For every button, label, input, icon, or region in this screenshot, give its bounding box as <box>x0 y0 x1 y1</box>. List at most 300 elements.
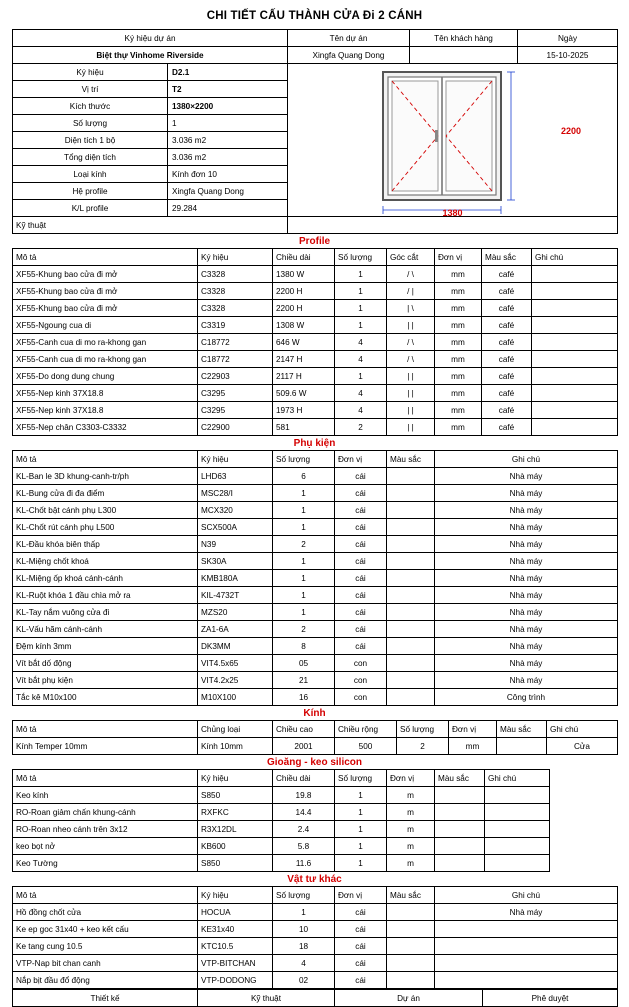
other-header-row <box>13 887 618 904</box>
cell-code: C3328 <box>198 300 273 317</box>
cell-qty: 1 <box>335 368 387 385</box>
spec-value-5: 3.036 m2 <box>168 149 288 166</box>
spec-value-7: Xingfa Quang Dong <box>168 183 288 200</box>
table-row <box>13 904 618 921</box>
cell-note: Nhà máy <box>435 468 618 485</box>
cell-note <box>485 787 550 804</box>
cell-desc: KL-Tay nắm vuông cửa đi <box>13 604 198 621</box>
glass-col-6: Màu sắc <box>497 721 547 738</box>
cell-type: Kính 10mm <box>198 738 273 755</box>
cell-note <box>532 385 618 402</box>
cell-length: 5.8 <box>273 838 335 855</box>
table-row <box>13 283 618 300</box>
cell-qty: 1 <box>335 266 387 283</box>
cell-qty: 1 <box>273 519 335 536</box>
header-col-3: Ngày <box>518 30 618 47</box>
cell-desc: Tắc kê M10x100 <box>13 689 198 706</box>
accessories-col-5: Ghi chú <box>435 451 618 468</box>
header-val-0: Biệt thự Vinhome Riverside <box>13 47 288 64</box>
cell-qty: 1 <box>273 904 335 921</box>
cell-qty: 02 <box>273 972 335 989</box>
section-title-profile: Profile <box>298 236 331 247</box>
cell-color <box>435 855 485 872</box>
cell-unit: cái <box>335 587 387 604</box>
cell-width: 500 <box>335 738 397 755</box>
table-row <box>13 655 618 672</box>
header-footer-row <box>13 217 618 234</box>
glass-col-4: Số lượng <box>397 721 449 738</box>
glass-col-5: Đơn vị <box>449 721 497 738</box>
cell-note <box>532 419 618 436</box>
cell-note: Nhà máy <box>435 519 618 536</box>
cell-qty: 8 <box>273 638 335 655</box>
cell-length: 11.6 <box>273 855 335 872</box>
spec-label-1: Vị trí <box>13 81 168 98</box>
cell-code: KTC10.5 <box>198 938 273 955</box>
cell-qty: 1 <box>335 317 387 334</box>
gasket-col-0: Mô tả <box>13 770 198 787</box>
cell-note: Nhà máy <box>435 904 618 921</box>
table-row <box>13 855 618 872</box>
cell-code: ZA1-6A <box>198 621 273 638</box>
cell-note <box>485 838 550 855</box>
cell-unit: cái <box>335 502 387 519</box>
table-row <box>13 485 618 502</box>
cell-qty: 1 <box>335 787 387 804</box>
section-title-accessories: Phụ kiện <box>293 438 336 449</box>
cell-code: C22903 <box>198 368 273 385</box>
cell-qty: 1 <box>273 485 335 502</box>
cell-unit: mm <box>449 738 497 755</box>
cell-color <box>435 838 485 855</box>
cell-length: 19.8 <box>273 787 335 804</box>
cell-unit: mm <box>435 385 482 402</box>
cell-length: 1973 H <box>273 402 335 419</box>
header-col-1: Tên dự án <box>288 30 410 47</box>
cell-desc: Keo kính <box>13 787 198 804</box>
cell-code: M10X100 <box>198 689 273 706</box>
table-row <box>13 787 618 804</box>
cell-desc: Vít bắt phụ kiện <box>13 672 198 689</box>
cell-note: Nhà máy <box>435 502 618 519</box>
cell-color: café <box>482 283 532 300</box>
header-col-2: Tên khách hàng <box>410 30 518 47</box>
cell-angle: / | <box>387 283 435 300</box>
cell-code: MZS20 <box>198 604 273 621</box>
accessories-col-0: Mô tả <box>13 451 198 468</box>
cell-length: 509.6 W <box>273 385 335 402</box>
cell-desc: XF55-Khung bao cửa đi mở <box>13 300 198 317</box>
gasket-col-2: Chiều dài <box>273 770 335 787</box>
cell-color <box>387 570 435 587</box>
signoff-row <box>13 990 618 1007</box>
cell-color <box>387 938 435 955</box>
cell-note: Nhà máy <box>435 604 618 621</box>
cell-unit: cái <box>335 468 387 485</box>
cell-desc: XF55-Ngoung cua di <box>13 317 198 334</box>
cell-color <box>387 689 435 706</box>
cell-qty: 4 <box>335 402 387 419</box>
cell-note: Nhà máy <box>435 553 618 570</box>
cell-unit: m <box>387 855 435 872</box>
cell-qty: 1 <box>335 283 387 300</box>
cell-qty: 4 <box>273 955 335 972</box>
cell-qty: 1 <box>335 804 387 821</box>
accessories-col-1: Ký hiệu <box>198 451 273 468</box>
door-drawing <box>288 64 617 216</box>
cell-color <box>387 536 435 553</box>
cell-angle: | | <box>387 419 435 436</box>
cell-note <box>485 804 550 821</box>
table-row <box>13 838 618 855</box>
gasket-col-6: Ghi chú <box>485 770 550 787</box>
cell-note <box>532 317 618 334</box>
spec-value-6: Kính đơn 10 <box>168 166 288 183</box>
table-row <box>13 351 618 368</box>
cell-note <box>532 266 618 283</box>
section-title-other: Vật tư khác <box>287 874 342 885</box>
table-row <box>13 804 618 821</box>
cell-desc: Đệm kính 3mm <box>13 638 198 655</box>
spec-row-0 <box>13 64 618 81</box>
table-row <box>13 821 618 838</box>
spec-value-4: 3.036 m2 <box>168 132 288 149</box>
cell-desc: Hồ đồng chốt cửa <box>13 904 198 921</box>
cell-note <box>532 351 618 368</box>
cell-unit: cái <box>335 972 387 989</box>
cell-color: café <box>482 402 532 419</box>
cell-desc: XF55-Khung bao cửa đi mở <box>13 283 198 300</box>
gasket-col-blank <box>550 770 618 787</box>
cell-height: 2001 <box>273 738 335 755</box>
cell-color <box>387 621 435 638</box>
cell-qty: 1 <box>273 502 335 519</box>
cell-unit: m <box>387 821 435 838</box>
table-row <box>13 266 618 283</box>
cell-angle: | | <box>387 368 435 385</box>
header-val-3: 15-10-2025 <box>518 47 618 64</box>
table-row <box>13 672 618 689</box>
cell-code: HOCUA <box>198 904 273 921</box>
cell-code: C18772 <box>198 334 273 351</box>
cell-desc: VTP-Nap bit chan canh <box>13 955 198 972</box>
cell-unit: cái <box>335 955 387 972</box>
cell-unit: mm <box>435 266 482 283</box>
cell-note <box>435 972 618 989</box>
cell-note <box>435 938 618 955</box>
signoff-cell-technical: Kỹ thuật <box>198 990 335 1007</box>
glass-col-1: Chủng loại <box>198 721 273 738</box>
cell-desc: KL-Bung cửa đi đa điểm <box>13 485 198 502</box>
cell-note: Công trình <box>435 689 618 706</box>
profile-header-row <box>13 249 618 266</box>
header-val-2 <box>410 47 518 64</box>
cell-unit: cái <box>335 570 387 587</box>
cell-unit: cái <box>335 621 387 638</box>
cell-desc: KL-Đầu khóa biên thấp <box>13 536 198 553</box>
cell-color <box>387 485 435 502</box>
table-row <box>13 738 618 755</box>
cell-length: 581 <box>273 419 335 436</box>
cell-color: café <box>482 266 532 283</box>
cell-desc: KL-Ruột khóa 1 đầu chìa mở ra <box>13 587 198 604</box>
spec-label-3: Số lượng <box>13 115 168 132</box>
height-dimension-label: 2200 <box>560 126 581 136</box>
other-col-2: Số lượng <box>273 887 335 904</box>
cell-angle: | | <box>387 317 435 334</box>
profile-table <box>12 248 618 436</box>
cell-unit: mm <box>435 317 482 334</box>
cell-desc: XF55-Canh cua di mo ra-khong gan <box>13 334 198 351</box>
cell-code: DK3MM <box>198 638 273 655</box>
accessories-col-3: Đơn vị <box>335 451 387 468</box>
cell-code: C18772 <box>198 351 273 368</box>
cell-desc: Ke ep goc 31x40 + keo kết cấu <box>13 921 198 938</box>
cell-qty: 1 <box>335 821 387 838</box>
header-columns-row <box>13 30 618 47</box>
header-footer-label: Kỹ thuật <box>13 217 288 234</box>
table-row <box>13 368 618 385</box>
cell-desc: Nắp bịt đầu đổ động <box>13 972 198 989</box>
profile-col-3: Số lượng <box>335 249 387 266</box>
spec-label-0: Ký hiệu <box>13 64 168 81</box>
cell-desc: XF55-Do dong dung chung <box>13 368 198 385</box>
cell-qty: 2 <box>335 419 387 436</box>
cell-qty: 1 <box>273 553 335 570</box>
section-title-gasket: Gioăng - keo silicon <box>266 757 362 768</box>
cell-color <box>387 904 435 921</box>
cell-color <box>435 821 485 838</box>
cell-qty: 18 <box>273 938 335 955</box>
cell-note: Nhà máy <box>435 536 618 553</box>
other-materials-table <box>12 886 618 989</box>
cell-color <box>387 638 435 655</box>
cell-color <box>387 519 435 536</box>
cell-unit: m <box>387 838 435 855</box>
cell-code: VTP-BITCHAN <box>198 955 273 972</box>
cell-code: C3295 <box>198 385 273 402</box>
cell-desc: KL-Chốt rút cánh phụ L500 <box>13 519 198 536</box>
cell-qty: 10 <box>273 921 335 938</box>
table-row <box>13 604 618 621</box>
width-dimension-label: 1380 <box>442 208 463 217</box>
cell-code: C3295 <box>198 402 273 419</box>
cell-unit: cái <box>335 536 387 553</box>
cell-color <box>387 587 435 604</box>
cell-color: café <box>482 385 532 402</box>
cell-angle: | | <box>387 402 435 419</box>
cell-code: LHD63 <box>198 468 273 485</box>
cell-code: KMB180A <box>198 570 273 587</box>
cell-qty: 1 <box>273 570 335 587</box>
cell-desc: KL-Miệng ốp khoá cánh-cánh <box>13 570 198 587</box>
cell-qty: 1 <box>335 838 387 855</box>
cell-unit: cái <box>335 938 387 955</box>
profile-col-5: Đơn vị <box>435 249 482 266</box>
cell-qty: 05 <box>273 655 335 672</box>
glass-col-0: Mô tả <box>13 721 198 738</box>
cell-desc: Kính Temper 10mm <box>13 738 198 755</box>
cell-unit: cái <box>335 638 387 655</box>
profile-col-4: Góc cắt <box>387 249 435 266</box>
cell-code: SCX500A <box>198 519 273 536</box>
glass-col-2: Chiều cao <box>273 721 335 738</box>
cell-unit: cái <box>335 604 387 621</box>
table-row <box>13 502 618 519</box>
cell-unit: mm <box>435 351 482 368</box>
cell-desc: RO-Roan nheo cánh trên 3x12 <box>13 821 198 838</box>
cell-desc: KL-Chốt bật cánh phụ L300 <box>13 502 198 519</box>
cell-unit: cái <box>335 904 387 921</box>
table-row <box>13 955 618 972</box>
cell-note: Nhà máy <box>435 638 618 655</box>
cell-qty: 2 <box>397 738 449 755</box>
cell-note <box>485 855 550 872</box>
cell-qty: 16 <box>273 689 335 706</box>
table-row <box>13 519 618 536</box>
cell-note <box>485 821 550 838</box>
cell-code: C3328 <box>198 283 273 300</box>
cell-angle: / \ <box>387 334 435 351</box>
cell-desc: Vít bắt dố động <box>13 655 198 672</box>
cell-code: KE31x40 <box>198 921 273 938</box>
cell-note <box>532 402 618 419</box>
cell-color <box>387 921 435 938</box>
table-row <box>13 468 618 485</box>
gasket-col-1: Ký hiệu <box>198 770 273 787</box>
cell-color: café <box>482 419 532 436</box>
cell-unit: cái <box>335 921 387 938</box>
cell-angle: / \ <box>387 351 435 368</box>
cell-desc: Keo Tường <box>13 855 198 872</box>
section-title-glass: Kính <box>303 708 326 719</box>
accessories-col-4: Màu sắc <box>387 451 435 468</box>
cell-unit: cái <box>335 519 387 536</box>
cell-qty: 2 <box>273 536 335 553</box>
other-col-5: Ghi chú <box>435 887 618 904</box>
table-row <box>13 570 618 587</box>
cell-code: C3319 <box>198 317 273 334</box>
cell-qty: 1 <box>335 855 387 872</box>
other-col-0: Mô tả <box>13 887 198 904</box>
cell-color <box>387 655 435 672</box>
cell-color: café <box>482 334 532 351</box>
spec-value-3: 1 <box>168 115 288 132</box>
cell-unit: mm <box>435 300 482 317</box>
cell-code: SK30A <box>198 553 273 570</box>
cell-unit: con <box>335 655 387 672</box>
cell-code: RXFKC <box>198 804 273 821</box>
cell-code: KIL-4732T <box>198 587 273 604</box>
cell-desc: Ke tang cung 10.5 <box>13 938 198 955</box>
accessories-header-row <box>13 451 618 468</box>
table-row <box>13 587 618 604</box>
cell-color <box>435 804 485 821</box>
glass-header-row <box>13 721 618 738</box>
header-values-row <box>13 47 618 64</box>
cell-length: 2147 H <box>273 351 335 368</box>
table-row <box>13 317 618 334</box>
cell-unit: m <box>387 804 435 821</box>
glass-table <box>12 720 618 755</box>
cell-unit: mm <box>435 402 482 419</box>
cell-length: 1380 W <box>273 266 335 283</box>
profile-col-0: Mô tả <box>13 249 198 266</box>
other-col-1: Ký hiệu <box>198 887 273 904</box>
gasket-header-row <box>13 770 618 787</box>
cell-color <box>387 672 435 689</box>
cell-color <box>387 502 435 519</box>
cell-angle: / \ <box>387 266 435 283</box>
cell-code: S850 <box>198 855 273 872</box>
cell-unit: mm <box>435 368 482 385</box>
cell-unit: cái <box>335 553 387 570</box>
cell-color <box>497 738 547 755</box>
cell-note <box>532 334 618 351</box>
table-row <box>13 938 618 955</box>
profile-col-6: Màu sắc <box>482 249 532 266</box>
cell-qty: 21 <box>273 672 335 689</box>
header-col-0: Ký hiệu dự án <box>13 30 288 47</box>
cell-length: 1308 W <box>273 317 335 334</box>
gasket-table <box>12 769 618 872</box>
glass-col-7: Ghi chú <box>547 721 618 738</box>
profile-col-1: Ký hiệu <box>198 249 273 266</box>
cell-code: MSC28/I <box>198 485 273 502</box>
cell-color <box>387 972 435 989</box>
cell-note: Nhà máy <box>435 655 618 672</box>
signoff-cell-design: Thiết kế <box>13 990 198 1007</box>
cell-length: 2.4 <box>273 821 335 838</box>
table-row <box>13 402 618 419</box>
gasket-col-4: Đơn vị <box>387 770 435 787</box>
cell-length: 2200 H <box>273 300 335 317</box>
cell-code: VTP-DODONG <box>198 972 273 989</box>
cell-desc: KL-Ban le 3D khung-canh-tr/ph <box>13 468 198 485</box>
gasket-col-3: Số lượng <box>335 770 387 787</box>
cell-desc: XF55-Nep kinh 37X18.8 <box>13 402 198 419</box>
spec-label-8: K/L profile <box>13 200 168 217</box>
spec-label-4: Diện tích 1 bộ <box>13 132 168 149</box>
cell-note: Nhà máy <box>435 672 618 689</box>
header-footer-blank <box>288 217 618 234</box>
spec-label-2: Kích thước <box>13 98 168 115</box>
cell-note <box>532 283 618 300</box>
cell-unit: m <box>387 787 435 804</box>
cell-note: Nhà máy <box>435 587 618 604</box>
cell-desc: XF55-Nep kinh 37X18.8 <box>13 385 198 402</box>
header-table <box>12 29 618 234</box>
cell-unit: mm <box>435 283 482 300</box>
cell-note: Nhà máy <box>435 570 618 587</box>
glass-col-3: Chiều rộng <box>335 721 397 738</box>
table-row <box>13 553 618 570</box>
cell-color <box>387 553 435 570</box>
cell-code: S850 <box>198 787 273 804</box>
cell-note <box>435 955 618 972</box>
other-col-3: Đơn vị <box>335 887 387 904</box>
table-row <box>13 972 618 989</box>
cell-qty: 1 <box>273 587 335 604</box>
signoff-cell-project: Dự án <box>335 990 483 1007</box>
cell-length: 646 W <box>273 334 335 351</box>
cell-qty: 4 <box>335 351 387 368</box>
accessories-col-2: Số lượng <box>273 451 335 468</box>
table-row <box>13 638 618 655</box>
profile-col-2: Chiều dài <box>273 249 335 266</box>
table-row <box>13 300 618 317</box>
cell-color <box>387 955 435 972</box>
